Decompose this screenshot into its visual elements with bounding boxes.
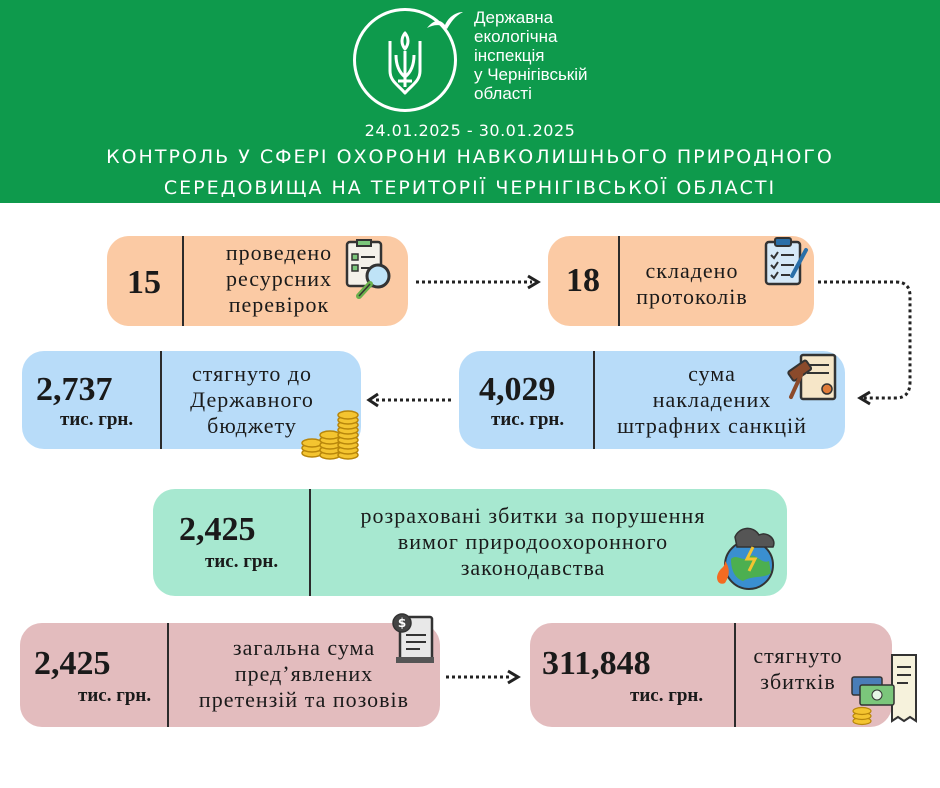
protocols-card [548, 236, 814, 326]
damages-card [153, 489, 787, 596]
inspections-description: проведено ресурсних перевірок [225, 240, 333, 317]
bird-icon [425, 10, 465, 32]
document-magnifier-icon [343, 238, 399, 304]
money-receipt-icon [848, 651, 922, 729]
budget-unit: тис. грн. [60, 409, 134, 430]
page-title-line-2: СЕРЕДОВИЩА НА ТЕРИТОРІЇ ЧЕРНІГІВСЬКОЇ ОБЛАСТІ [163, 177, 777, 199]
damages-description: розраховані збитки за порушення вимог природоохоронного законодавства [360, 503, 706, 580]
claims-value: 2,425 [34, 645, 111, 682]
fines-unit: тис. грн. [491, 409, 565, 430]
card-divider [182, 236, 184, 326]
budget-card [22, 351, 361, 449]
card-divider [593, 351, 595, 449]
inspections-card [107, 236, 408, 326]
recovered-description: стягнуто збитків [753, 643, 843, 694]
clipboard-checklist-icon [762, 236, 810, 288]
card-divider [160, 351, 162, 449]
fines-description: сума накладених штрафних санкцій [617, 361, 807, 438]
organization-name: Державна екологічна інспекція у Чернігівській області [474, 8, 588, 103]
recovered-unit: тис. грн. [630, 685, 704, 706]
card-divider [734, 623, 736, 727]
budget-value: 2,737 [36, 371, 113, 408]
arrow-right-icon [444, 669, 524, 685]
coins-stack-icon [300, 405, 364, 465]
polluted-earth-icon [713, 523, 787, 597]
claims-description: загальна сума пред’явлених претензій та позовів [198, 635, 410, 712]
recovered-value: 311,848 [542, 645, 651, 682]
budget-description: стягнуто до Державного бюджету [190, 361, 314, 438]
report-dates: 24.01.2025 - 30.01.2025 [364, 121, 576, 140]
header-banner [0, 0, 940, 203]
arrow-left-icon [366, 392, 456, 408]
arrow-right-icon [414, 274, 544, 290]
card-divider [167, 623, 169, 727]
gavel-document-icon [785, 351, 841, 407]
inspections-value: 15 [127, 264, 161, 301]
fines-value: 4,029 [479, 371, 556, 408]
invoice-dollar-icon [390, 613, 438, 669]
fines-card [459, 351, 845, 449]
damages-unit: тис. грн. [205, 551, 279, 572]
protocols-description: складено протоколів [636, 258, 748, 309]
card-divider [309, 489, 311, 596]
card-divider [618, 236, 620, 326]
claims-unit: тис. грн. [78, 685, 152, 706]
svg-text:$: $ [397, 616, 407, 630]
protocols-value: 18 [566, 262, 600, 299]
recovered-card [530, 623, 892, 727]
page-title-line-1: КОНТРОЛЬ У СФЕРІ ОХОРОНИ НАВКОЛИШНЬОГО ПРИРОДНОГО [106, 146, 834, 168]
claims-card [20, 616, 440, 727]
damages-value: 2,425 [179, 511, 256, 548]
